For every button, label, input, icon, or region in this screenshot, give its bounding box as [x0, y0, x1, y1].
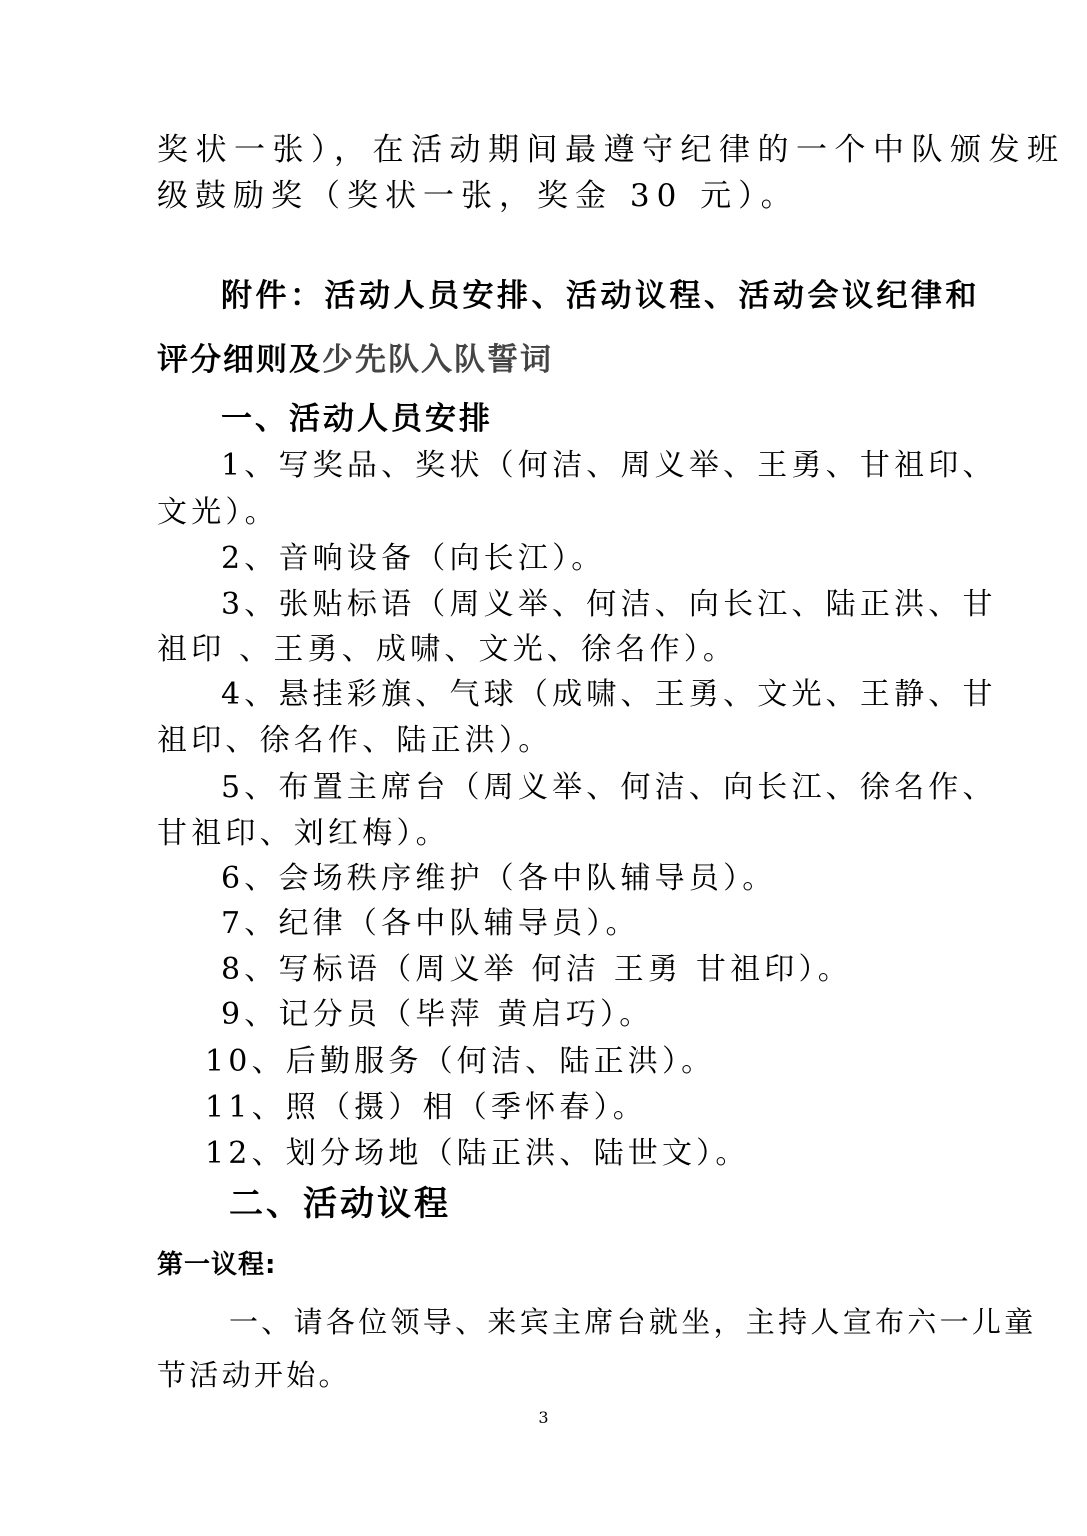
- section-1-title: 一、活动人员安排: [221, 401, 493, 437]
- intro-line-1: 奖状一张），在活动期间最遵守纪律的一个中队颁发班: [157, 132, 1066, 168]
- attachment-heading-line-2: [157, 334, 553, 379]
- page-number: 3: [538, 1408, 549, 1427]
- section-2-title: 二、活动议程: [229, 1184, 451, 1224]
- list-item: 4、悬挂彩旗、气球（成啸、王勇、文光、王静、甘: [221, 677, 997, 712]
- list-item: 11、照（摄）相（季怀春）。: [205, 1090, 647, 1125]
- list-item: 9、记分员（毕萍 黄启巧）。: [221, 997, 654, 1032]
- attachment-heading-line-1: [221, 270, 980, 315]
- list-item: 6、会场秩序维护（各中队辅导员）。: [221, 861, 777, 896]
- attachment-title-part-2: 评分细则及: [157, 342, 322, 378]
- list-item: 1、写奖品、奖状（何洁、周义举、王勇、甘祖印、: [221, 448, 997, 483]
- list-item: 8、写标语（周义举 何洁 王勇 甘祖印）。: [221, 952, 852, 987]
- attachment-label: 附件：: [221, 278, 325, 314]
- list-item: 7、纪律（各中队辅导员）。: [221, 906, 640, 941]
- agenda-paragraph-line-1: 一、请各位领导、来宾主席台就坐，主持人宣布六一儿童: [229, 1305, 1037, 1339]
- list-item: 2、音响设备（向长江）。: [221, 541, 606, 576]
- list-item: 10、后勤服务（何洁、陆正洪）。: [205, 1044, 716, 1079]
- list-item-continuation: 祖印 、王勇、成啸、文光、徐名作）。: [157, 632, 738, 667]
- list-item-continuation: 文光）。: [157, 495, 279, 530]
- attachment-title-part-1: 活动人员安排、活动议程、活动会议纪律和: [324, 278, 980, 314]
- agenda-label: 第一议程:: [157, 1250, 277, 1280]
- intro-line-2: 级鼓励奖（奖状一张，奖金 30 元）。: [157, 178, 799, 214]
- attachment-title-part-3: 少先队入队誓词: [322, 342, 553, 378]
- list-item: 3、张贴标语（周义举、何洁、向长江、陆正洪、甘: [221, 587, 997, 622]
- list-item-continuation: 甘祖印、刘红梅）。: [157, 816, 450, 851]
- list-item: 12、划分场地（陆正洪、陆世文）。: [205, 1136, 750, 1171]
- list-item: 5、布置主席台（周义举、何洁、向长江、徐名作、: [221, 770, 997, 805]
- list-item-continuation: 祖印、徐名作、陆正洪）。: [157, 723, 553, 758]
- agenda-paragraph-line-2: 节活动开始。: [157, 1358, 351, 1392]
